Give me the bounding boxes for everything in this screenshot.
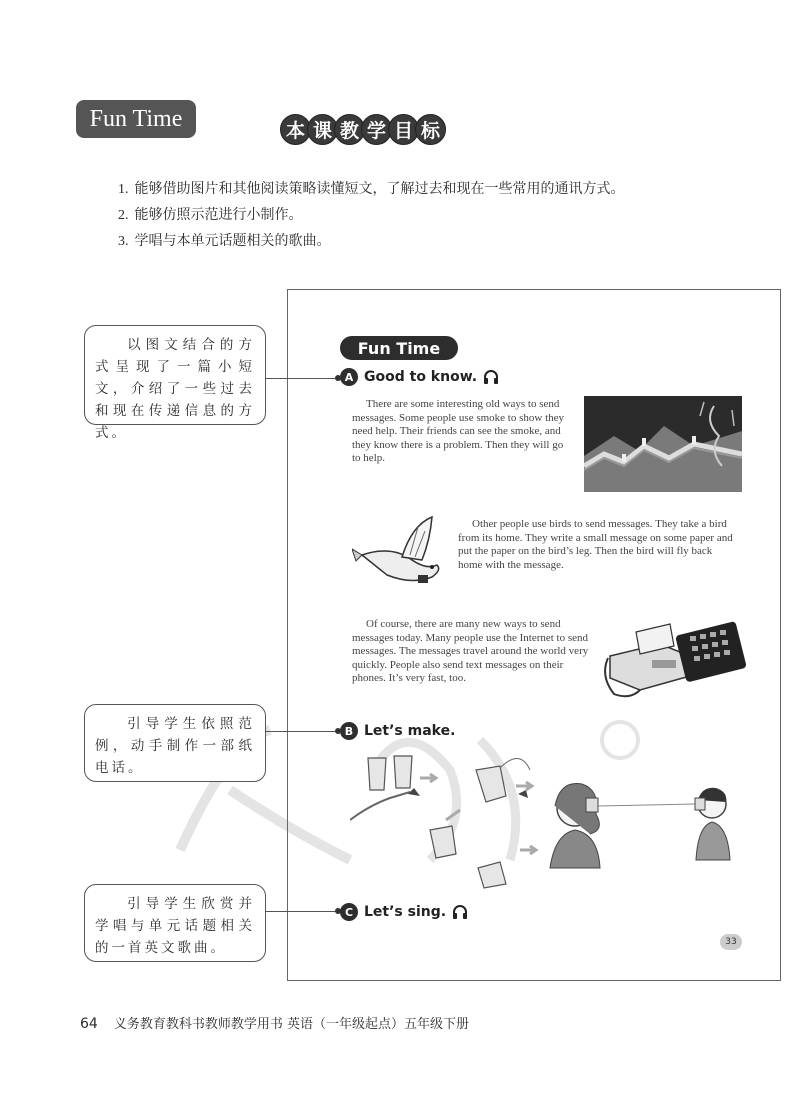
note-reading: 以图文结合的方式呈现了一篇小短文，介绍了一些过去和现在传递信息的方式。: [84, 325, 266, 425]
footer-page-number: 64: [80, 1016, 98, 1032]
part-a-badge: A: [340, 368, 358, 386]
part-b-heading: [340, 722, 455, 740]
title-char: 本: [280, 114, 311, 145]
great-wall-image: [584, 396, 742, 492]
part-c-badge: C: [340, 903, 358, 921]
title-char: 学: [361, 114, 392, 145]
paragraph-birds: Other people use birds to send messages. They take a bird from its home. They write a small message on some paper and put the paper on the bird’s leg. Then the bird will fly back home with the message.: [458, 518, 733, 571]
headphone-icon: [452, 905, 468, 919]
title-char: 课: [307, 114, 338, 145]
note-making: 引导学生依照范例，动手制作一部纸电话。: [84, 704, 266, 782]
footer-book-title: 义务教育教科书教师教学用书 英语（一年级起点）五年级下册: [113, 1017, 469, 1032]
fax-and-mobile-image: [600, 616, 750, 702]
connector-dot: [335, 375, 341, 381]
part-c-heading: [340, 903, 468, 921]
part-a-heading: [340, 368, 499, 386]
note-connector: [266, 731, 338, 732]
part-b-title: Let’s make.: [364, 723, 456, 739]
pigeon-image: [352, 515, 448, 593]
objective-item: 1. 能够借助图片和其他阅读策略读懂短文，了解过去和现在一些常用的通讯方式。: [118, 181, 625, 197]
note-connector: [266, 378, 338, 379]
objectives-list: [118, 176, 625, 254]
part-b-badge: B: [340, 722, 358, 740]
headphone-icon: [483, 370, 499, 384]
note-singing: 引导学生欣赏并学唱与单元话题相关的一首英文歌曲。: [84, 884, 266, 962]
fun-time-pill: Fun Time: [340, 336, 458, 360]
title-char: 目: [388, 114, 419, 145]
section-tab: Fun Time: [76, 100, 196, 138]
objective-item: 3. 学唱与本单元话题相关的歌曲。: [118, 233, 331, 249]
lesson-title: [280, 114, 442, 145]
connector-dot: [335, 908, 341, 914]
part-a-title: Good to know.: [364, 369, 478, 385]
page-footer: [80, 1013, 469, 1032]
note-connector: [266, 911, 338, 912]
objective-item: 2. 能够仿照示范进行小制作。: [118, 207, 303, 223]
title-char: 标: [415, 114, 446, 145]
paper-phone-craft-image: [350, 750, 740, 890]
paragraph-smoke: There are some interesting old ways to send messages. Some people use smoke to show they need help. Their friends can see the smoke, and they know there is a problem. Then they will go to help.: [352, 398, 565, 464]
paragraph-internet: Of course, there are many new ways to send messages today. Many people use the Internet to send messages. The messages travel around the world very quickly. People also send text messages on their phones. It’s very fast, too.: [352, 618, 589, 684]
textbook-page-number: 33: [720, 934, 742, 950]
title-char: 教: [334, 114, 365, 145]
connector-dot: [335, 728, 341, 734]
part-c-title: Let’s sing.: [364, 904, 447, 920]
